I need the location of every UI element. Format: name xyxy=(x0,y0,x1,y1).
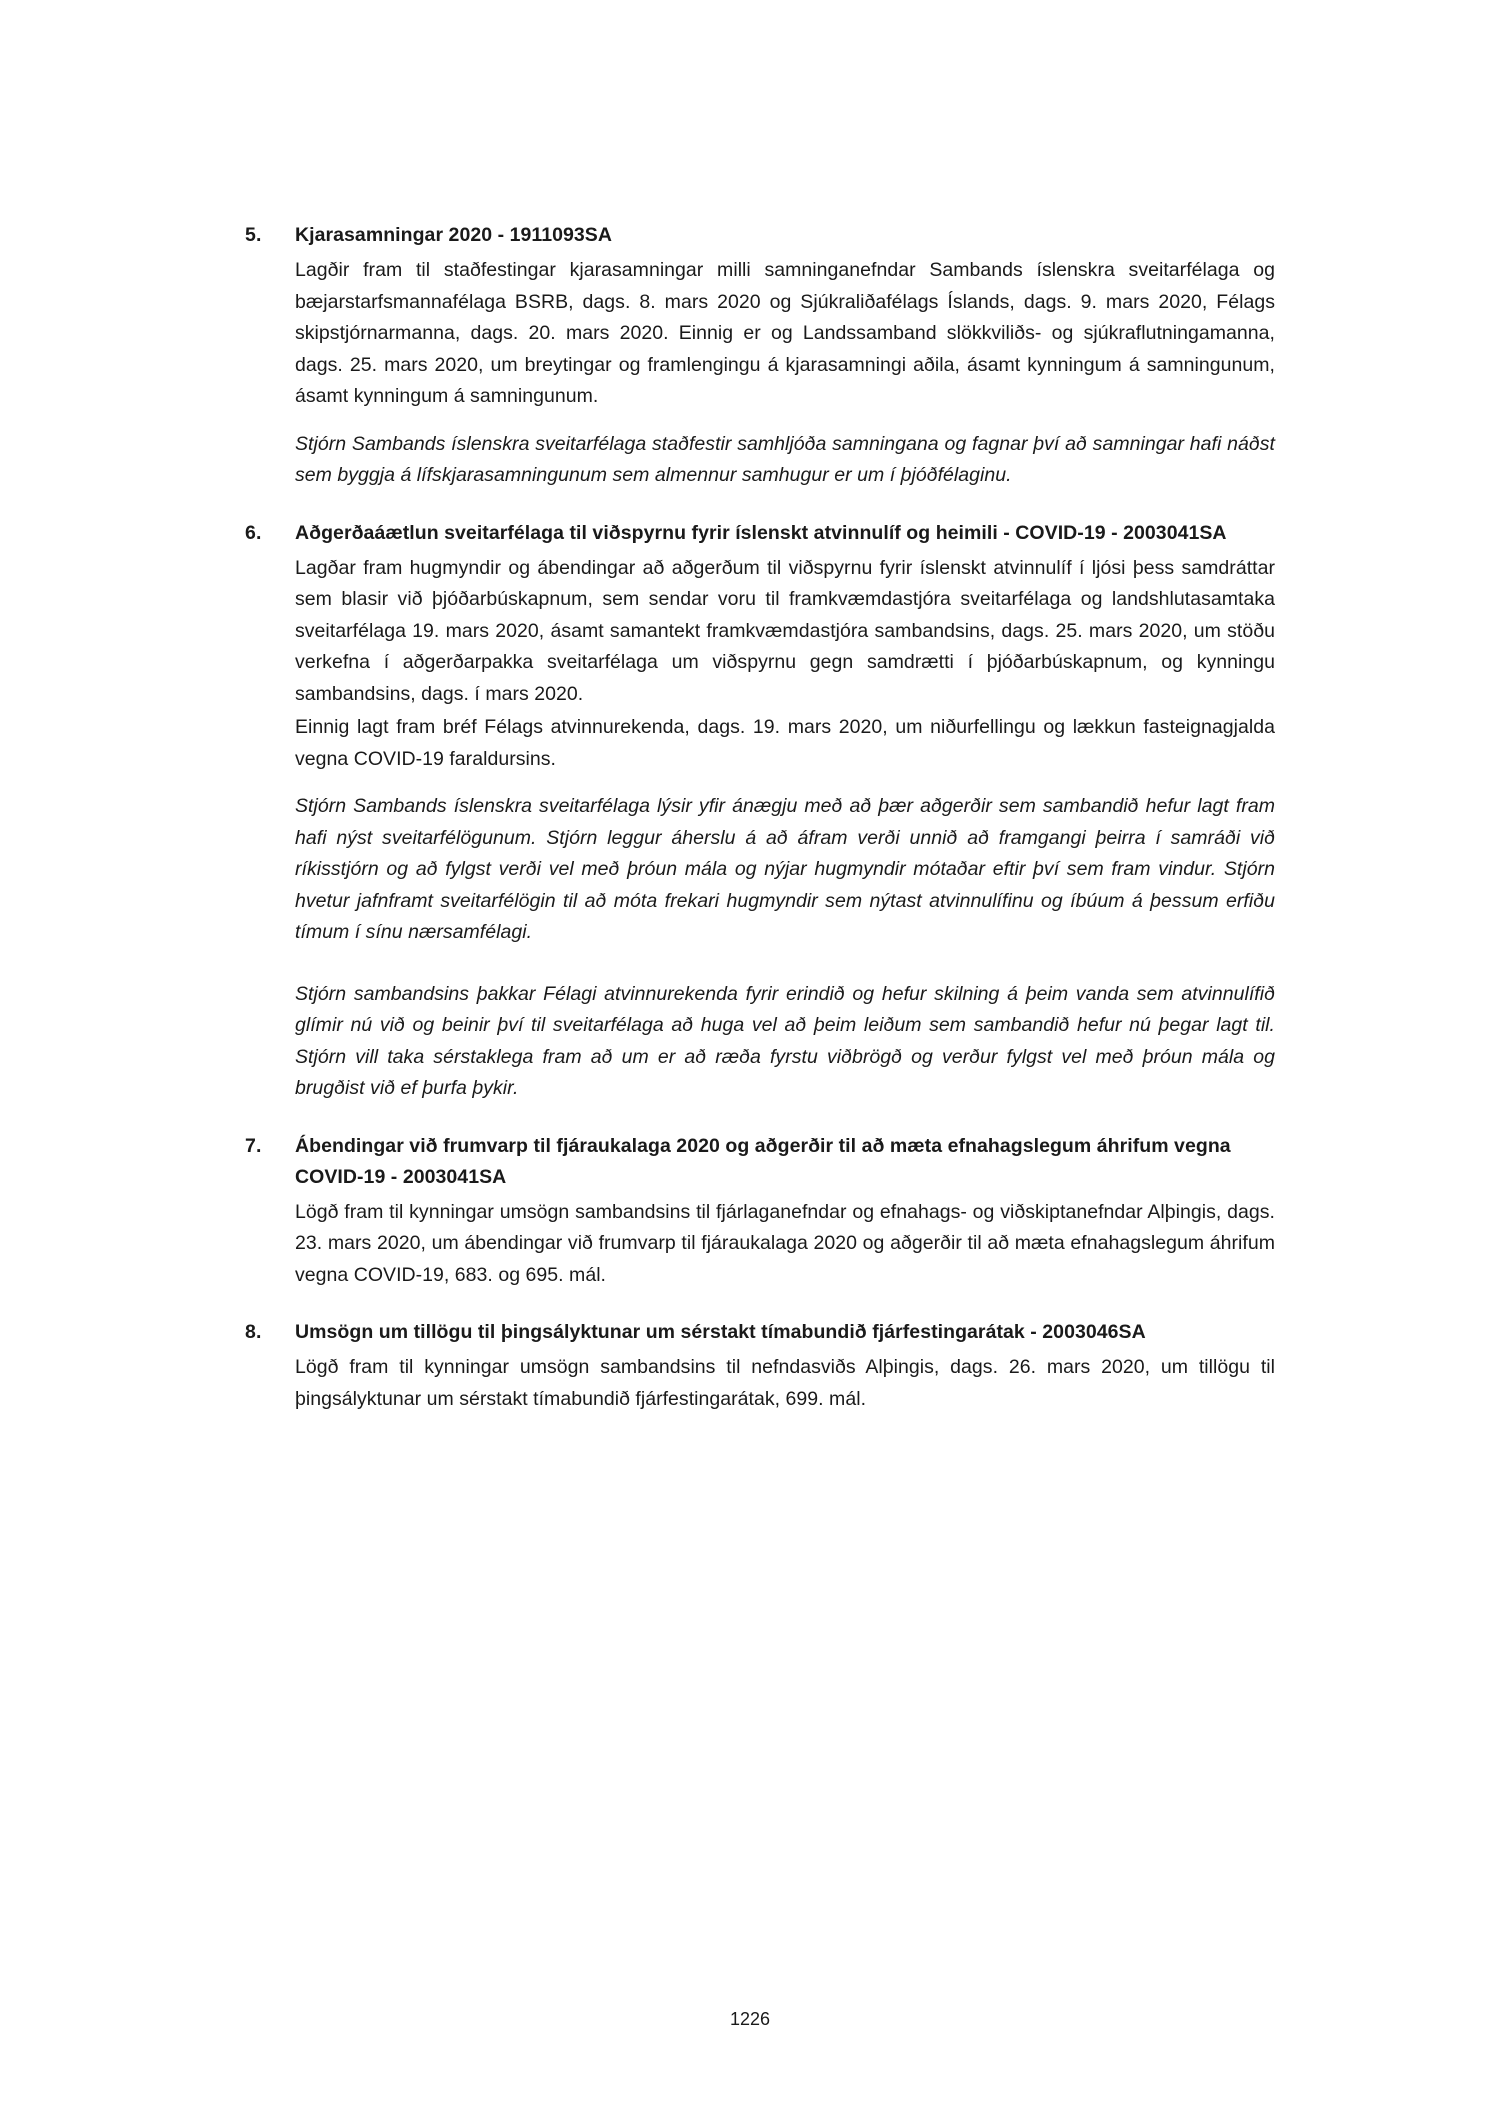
agenda-item-paragraph: Lagðar fram hugmyndir og ábendingar að aðgerðum til viðspyrnu fyrir íslenskt atvinnulíf í ljósi þess samdráttar sem blasir við þjóðarbúskapnum, sem sendar voru til framkvæmdastjóra sveitarfélaga og landshlutasamtaka sveitarfélaga 19. mars 2020, ásamt samantekt framkvæmdastjóra sambandsins, dags. 25. mars 2020, um stöðu verkefna í aðgerðarpakka sveitarfélaga um viðspyrnu gegn samdrætti í þjóðarbúskapnum, og kynningu sambandsins, dags. í mars 2020. xyxy=(295,556,1275,705)
agenda-item-paragraph: Lögð fram til kynningar umsögn sambandsins til nefndasviðs Alþingis, dags. 26. mars 2020, um tillögu til þingsályktunar um sérstakt tímabundið fjárfestingarátak, 699. mál. xyxy=(295,1356,1275,1410)
agenda-item-paragraph: Einnig lagt fram bréf Félags atvinnurekenda, dags. 19. mars 2020, um niðurfellingu og lækkun fasteignagjalda vegna COVID-19 faraldursins. xyxy=(295,716,1275,770)
page-number: 1226 xyxy=(729,2009,771,2029)
agenda-item-title: Umsögn um tillögu til þingsályktunar um sérstakt tímabundið fjárfestingarátak - 2003046SA xyxy=(295,1321,1146,1343)
agenda-item-resolution: Stjórn sambandsins þakkar Félagi atvinnurekenda fyrir erindið og hefur skilning á þeim vanda sem atvinnulífið glímir nú við og beinir því til sveitarfélaga að huga vel að þeim leiðum sem sambandið hefur nú þegar lagt til. Stjórn vill taka sérstaklega fram að um er að ræða fyrstu viðbrögð og verður fylgst vel með þróun mála og brugðist við ef þurfa þykir. xyxy=(295,982,1275,1099)
agenda-item-number: 8. xyxy=(245,1321,262,1343)
agenda-item-title: Aðgerðaáætlun sveitarfélaga til viðspyrnu fyrir íslenskt atvinnulíf og heimili - COVID-19 - 2003041SA xyxy=(295,521,1227,544)
agenda-item-list xyxy=(245,220,1275,1415)
agenda-item xyxy=(245,1131,1275,1292)
agenda-item xyxy=(245,1317,1275,1415)
agenda-item-resolution: Stjórn Sambands íslenskra sveitarfélaga lýsir yfir ánægju með að þær aðgerðir sem sambandið hefur lagt fram hafi nýst sveitarfélögunum. Stjórn leggur áherslu á að áfram verði unnið að framgangi þeirra í samráði við ríkisstjórn og að fylgst verði vel með þróun mála og nýjar hugmyndir mótaðar eftir því sem fram vindur. Stjórn hvetur jafnframt sveitarfélögin til að móta frekari hugmyndir sem nýtast atvinnulífinu og íbúum á þessum erfiðu tímum í sínu nærsamfélagi. xyxy=(295,795,1275,943)
agenda-item-resolution: Stjórn Sambands íslenskra sveitarfélaga staðfestir samhljóða samningana og fagnar því að samningar hafi náðst sem byggja á lífskjarasamningunum sem almennur samhugur er um í þjóðfélaginu. xyxy=(295,432,1275,486)
agenda-item-number: 5. xyxy=(245,224,262,246)
agenda-item-paragraph: Lögð fram til kynningar umsögn sambandsins til fjárlaganefndar og efnahags- og viðskiptanefndar Alþingis, dags. 23. mars 2020, um ábendingar við frumvarp til fjáraukalaga 2020 og aðgerðir til að mæta efnahagslegum áhrifum vegna COVID-19, 683. og 695. mál. xyxy=(295,1200,1275,1286)
agenda-item-number: 7. xyxy=(245,1134,262,1157)
agenda-item xyxy=(245,220,1275,492)
agenda-item xyxy=(245,518,1275,1105)
agenda-item-number: 6. xyxy=(245,521,262,544)
agenda-item-title: Ábendingar við frumvarp til fjáraukalaga 2020 og aðgerðir til að mæta efnahagslegum áhrifum vegna COVID-19 - 2003041SA xyxy=(295,1134,1231,1188)
agenda-item-paragraph: Lagðir fram til staðfestingar kjarasamningar milli samninganefndar Sambands íslenskra sveitarfélaga og bæjarstarfsmannafélaga BSRB, dags. 8. mars 2020 og Sjúkraliðafélags Íslands, dags. 9. mars 2020, Félags skipstjórnarmanna, dags. 20. mars 2020. Einnig er og Landssamband slökkviliðs- og sjúkraflutningamanna, dags. 25. mars 2020, um breytingar og framlengingu á kjarasamningi aðila, ásamt kynningum á samningunum, ásamt kynningum á samningunum. xyxy=(295,259,1275,407)
agenda-item-title: Kjarasamningar 2020 - 1911093SA xyxy=(295,224,612,246)
document-body xyxy=(245,220,1275,1415)
